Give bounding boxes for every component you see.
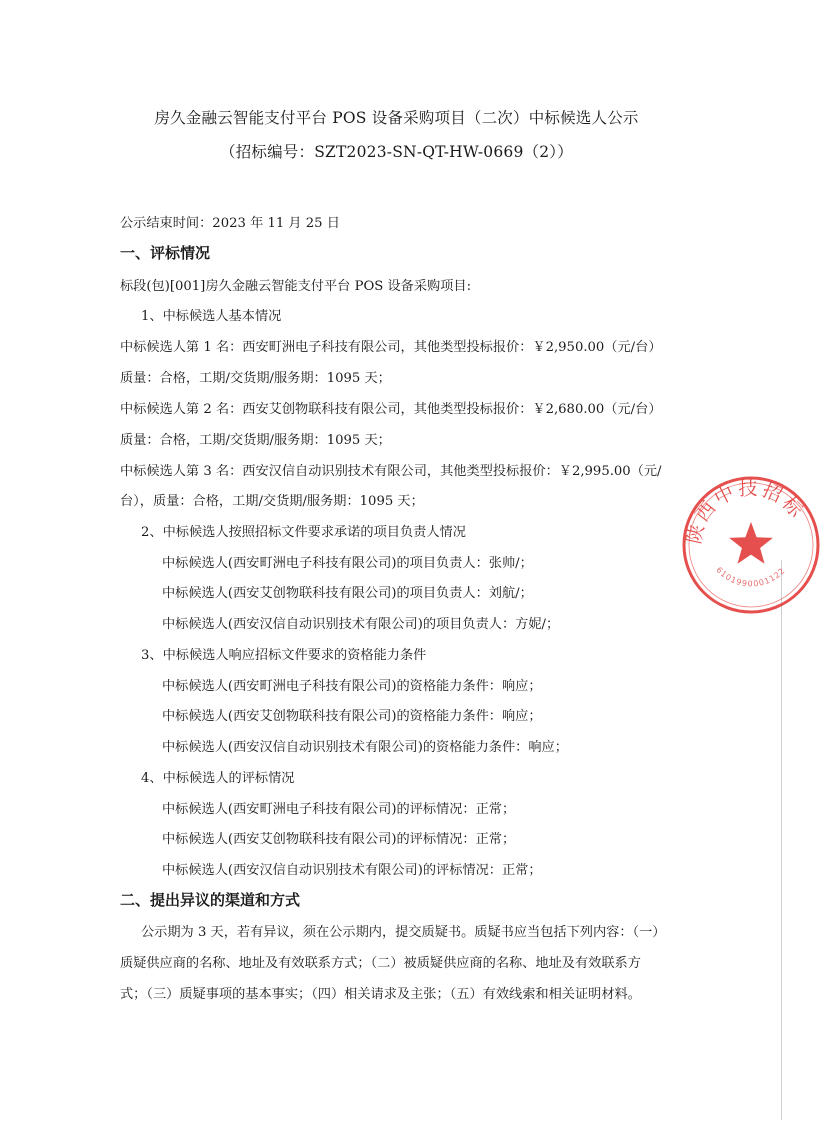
qualification-line: 中标候选人(西安艾创物联科技有限公司)的资格能力条件：响应； xyxy=(162,709,542,724)
lot-description: 标段(包)[001]房久金融云智能支付平台 POS 设备采购项目: xyxy=(120,279,472,294)
official-seal-stamp xyxy=(676,470,826,620)
tender-number: （招标编号：SZT2023-SN-QT-HW-0669（2）） xyxy=(220,143,573,161)
objection-paragraph-line: 质疑供应商的名称、地址及有效联系方式；（二）被质疑供应商的名称、地址及有效联系方 xyxy=(120,956,641,971)
publicity-end-time: 公示结束时间：2023 年 11 月 25 日 xyxy=(120,216,340,231)
subsection-heading-qualification: 3、中标候选人响应招标文件要求的资格能力条件 xyxy=(141,648,427,663)
seal-number: 6101990001122 xyxy=(714,565,788,589)
qualification-line: 中标候选人(西安町洲电子科技有限公司)的资格能力条件：响应； xyxy=(162,679,542,694)
objection-paragraph-line: 公示期为 3 天，若有异议，须在公示期内，提交质疑书。质疑书应当包括下列内容：（一） xyxy=(141,925,666,940)
subsection-heading-evaluation-status: 4、中标候选人的评标情况 xyxy=(141,771,295,786)
subsection-heading-basic-info: 1、中标候选人基本情况 xyxy=(141,309,282,324)
project-leader-line: 中标候选人(西安艾创物联科技有限公司)的项目负责人：刘航/； xyxy=(162,586,533,601)
section-heading-evaluation: 一、评标情况 xyxy=(120,244,211,262)
candidate-2-line: 中标候选人第 2 名：西安艾创物联科技有限公司，其他类型投标报价：￥2,680.00（元/台） xyxy=(120,402,662,417)
candidate-1-line: 中标候选人第 1 名：西安町洲电子科技有限公司，其他类型投标报价：￥2,950.00（元/台） xyxy=(120,340,662,355)
evaluation-status-line: 中标候选人(西安汉信自动识别技术有限公司)的评标情况：正常； xyxy=(162,863,542,878)
candidate-3-line: 中标候选人第 3 名：西安汉信自动识别技术有限公司，其他类型投标报价：￥2,995.00（元/ xyxy=(120,464,662,479)
candidate-1-quality: 质量：合格，工期/交货期/服务期：1095 天； xyxy=(120,371,391,386)
candidate-3-quality: 台），质量：合格，工期/交货期/服务期：1095 天； xyxy=(120,494,424,509)
page-edge-line xyxy=(781,560,782,1120)
subsection-heading-project-leader: 2、中标候选人按照招标文件要求承诺的项目负责人情况 xyxy=(141,525,466,540)
section-heading-objection: 二、提出异议的渠道和方式 xyxy=(120,891,301,909)
candidate-2-quality: 质量：合格，工期/交货期/服务期：1095 天； xyxy=(120,433,391,448)
seal-star-icon xyxy=(729,522,773,564)
document-title: 房久金融云智能支付平台 POS 设备采购项目（二次）中标候选人公示 xyxy=(154,109,639,127)
project-leader-line: 中标候选人(西安汉信自动识别技术有限公司)的项目负责人：方妮/； xyxy=(162,617,560,632)
objection-paragraph-line: 式；（三）质疑事项的基本事实；（四）相关请求及主张；（五）有效线索和相关证明材料。 xyxy=(120,987,641,1002)
seal-text: 陕西中技招标 xyxy=(683,477,809,546)
qualification-line: 中标候选人(西安汉信自动识别技术有限公司)的资格能力条件：响应； xyxy=(162,740,568,755)
evaluation-status-line: 中标候选人(西安艾创物联科技有限公司)的评标情况：正常； xyxy=(162,832,516,847)
project-leader-line: 中标候选人(西安町洲电子科技有限公司)的项目负责人：张帅/； xyxy=(162,556,533,571)
evaluation-status-line: 中标候选人(西安町洲电子科技有限公司)的评标情况：正常； xyxy=(162,802,516,817)
